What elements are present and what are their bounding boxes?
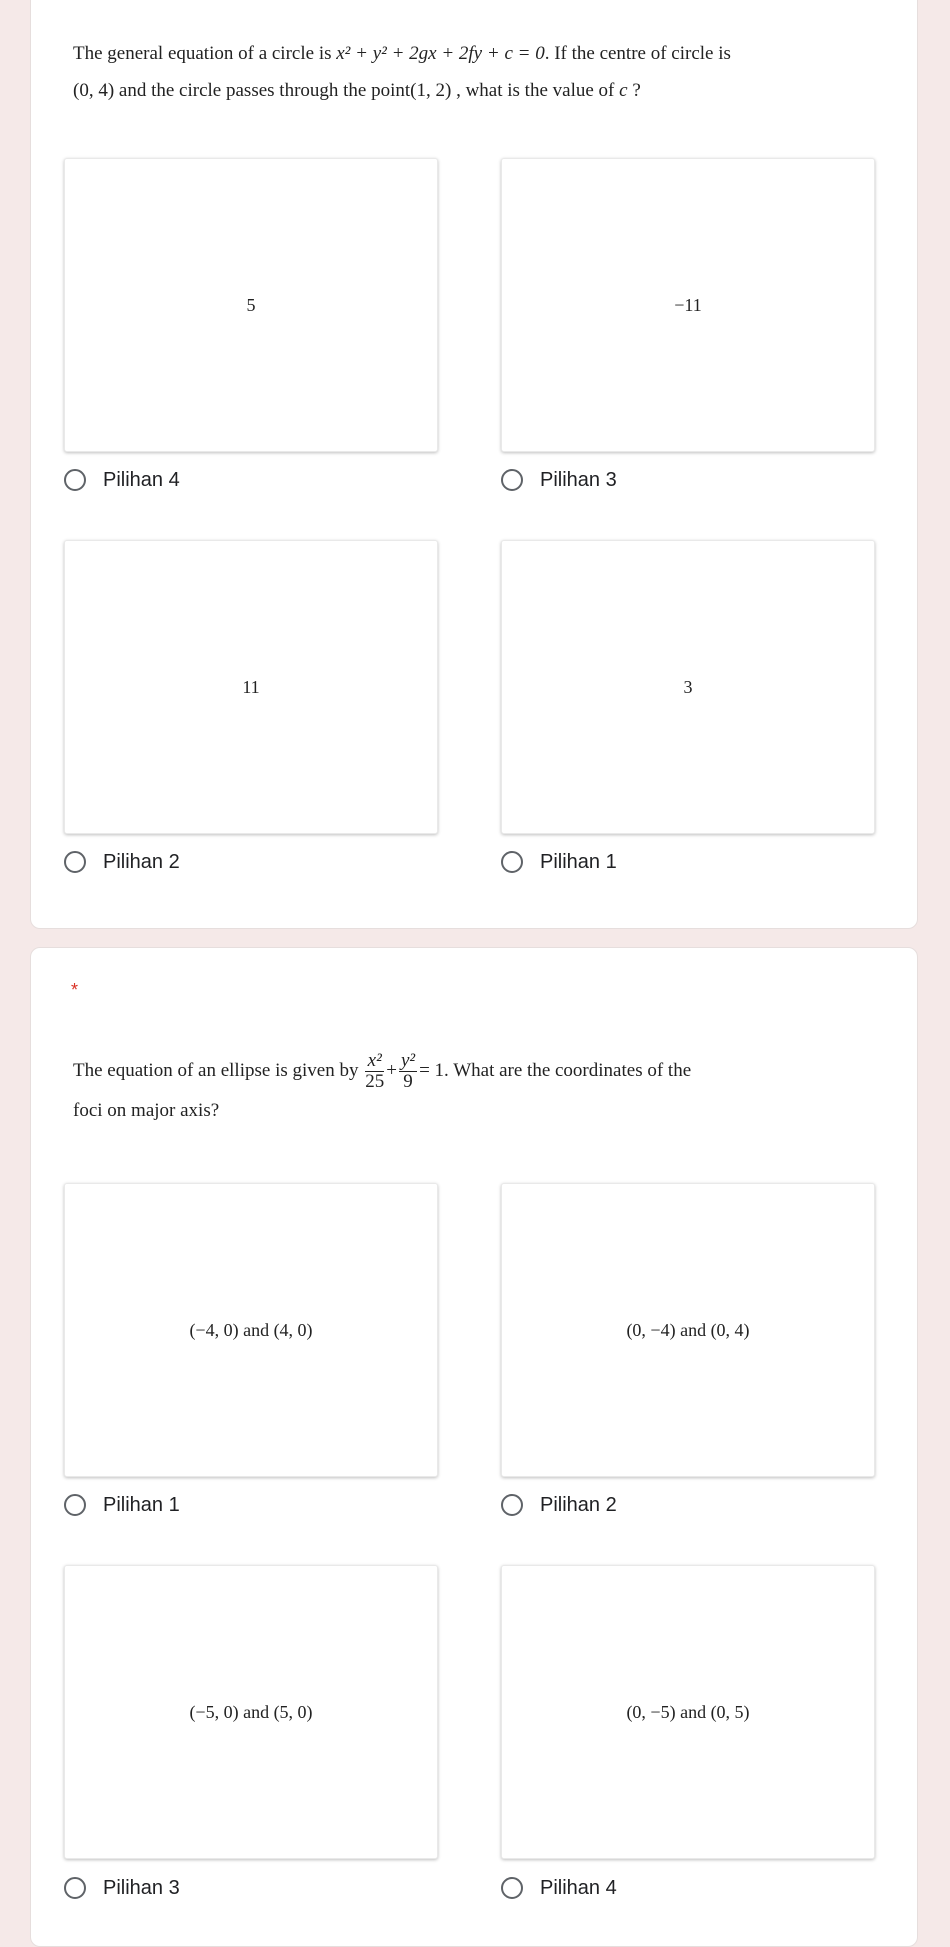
q1-equation: x² + y² + 2gx + 2fy + c = 0: [336, 43, 545, 64]
q2-option-label: Pilihan 1: [103, 1493, 180, 1516]
q2-option-image-1[interactable]: [64, 1183, 438, 1477]
q2-eq-rhs: = 1: [419, 1059, 445, 1081]
question-card-1: [30, 0, 918, 929]
q2-option-image-2[interactable]: [501, 1183, 875, 1477]
question-2-text: [73, 1051, 873, 1129]
q1-var-c: c: [619, 80, 628, 101]
q1-option-label: Pilihan 3: [540, 468, 617, 491]
q2-option-radio-1[interactable]: [64, 1490, 180, 1520]
q2-option-label: Pilihan 2: [540, 1493, 617, 1516]
question-1-text: [73, 35, 873, 109]
q1-option-image-1[interactable]: [64, 158, 438, 452]
radio-button-icon[interactable]: [64, 1494, 86, 1516]
q2-option-value: (0, −5) and (0, 5): [626, 1701, 750, 1722]
q1-option-radio-2[interactable]: [501, 465, 617, 495]
q1-text-e: ?: [627, 80, 641, 101]
q2-option-value: (−5, 0) and (5, 0): [189, 1701, 313, 1722]
q1-option-image-4[interactable]: [501, 540, 875, 834]
q1-option-value: 5: [246, 294, 256, 315]
q1-option-radio-1[interactable]: [64, 465, 180, 495]
q1-option-label: Pilihan 2: [103, 850, 180, 873]
q1-point: (1, 2): [410, 80, 452, 101]
q1-text-a: The general equation of a circle is: [73, 43, 337, 64]
q2-option-radio-4[interactable]: [501, 1873, 617, 1903]
q2-option-label: Pilihan 4: [540, 1876, 617, 1899]
q1-option-image-2[interactable]: [501, 158, 875, 452]
q2-plus: +: [386, 1059, 397, 1081]
required-asterisk: *: [71, 980, 79, 1000]
q2-frac2-den: 9: [403, 1071, 413, 1092]
q1-option-radio-3[interactable]: [64, 847, 180, 877]
q2-option-radio-2[interactable]: [501, 1490, 617, 1520]
radio-button-icon[interactable]: [501, 469, 523, 491]
q2-option-label: Pilihan 3: [103, 1876, 180, 1899]
question-card-2: [30, 947, 918, 1947]
q1-option-label: Pilihan 1: [540, 850, 617, 873]
q1-option-value: 11: [242, 676, 260, 697]
radio-button-icon[interactable]: [64, 1877, 86, 1899]
q2-fraction-1: [365, 1051, 384, 1092]
q1-option-radio-4[interactable]: [501, 847, 617, 877]
q2-frac1-den: 25: [365, 1071, 385, 1092]
q1-option-label: Pilihan 4: [103, 468, 180, 491]
radio-button-icon[interactable]: [64, 469, 86, 491]
q2-fraction-2: [399, 1051, 417, 1092]
radio-button-icon[interactable]: [64, 851, 86, 873]
q2-text-c: foci on major axis?: [73, 1100, 220, 1121]
q1-centre: (0, 4): [73, 80, 115, 101]
radio-button-icon[interactable]: [501, 851, 523, 873]
q1-text-c: and the circle passes through the point: [114, 80, 411, 101]
q2-option-radio-3[interactable]: [64, 1873, 180, 1903]
q2-option-value: (0, −4) and (0, 4): [626, 1319, 750, 1340]
q2-option-image-4[interactable]: [501, 1565, 875, 1859]
q2-frac1-num: x²: [365, 1051, 384, 1072]
q2-text-a: The equation of an ellipse is given by: [73, 1059, 364, 1081]
q2-text-b: . What are the coordinates of the: [444, 1059, 692, 1081]
q1-option-image-3[interactable]: [64, 540, 438, 834]
radio-button-icon[interactable]: [501, 1494, 523, 1516]
q2-frac2-num: y²: [400, 1050, 416, 1071]
q1-text-b: . If the centre of circle is: [544, 43, 731, 64]
q1-option-value: 3: [683, 676, 693, 697]
q2-option-value: (−4, 0) and (4, 0): [189, 1319, 313, 1340]
q2-option-image-3[interactable]: [64, 1565, 438, 1859]
q1-text-d: , what is the value of: [451, 80, 620, 101]
q1-option-value: −11: [674, 294, 702, 315]
radio-button-icon[interactable]: [501, 1877, 523, 1899]
